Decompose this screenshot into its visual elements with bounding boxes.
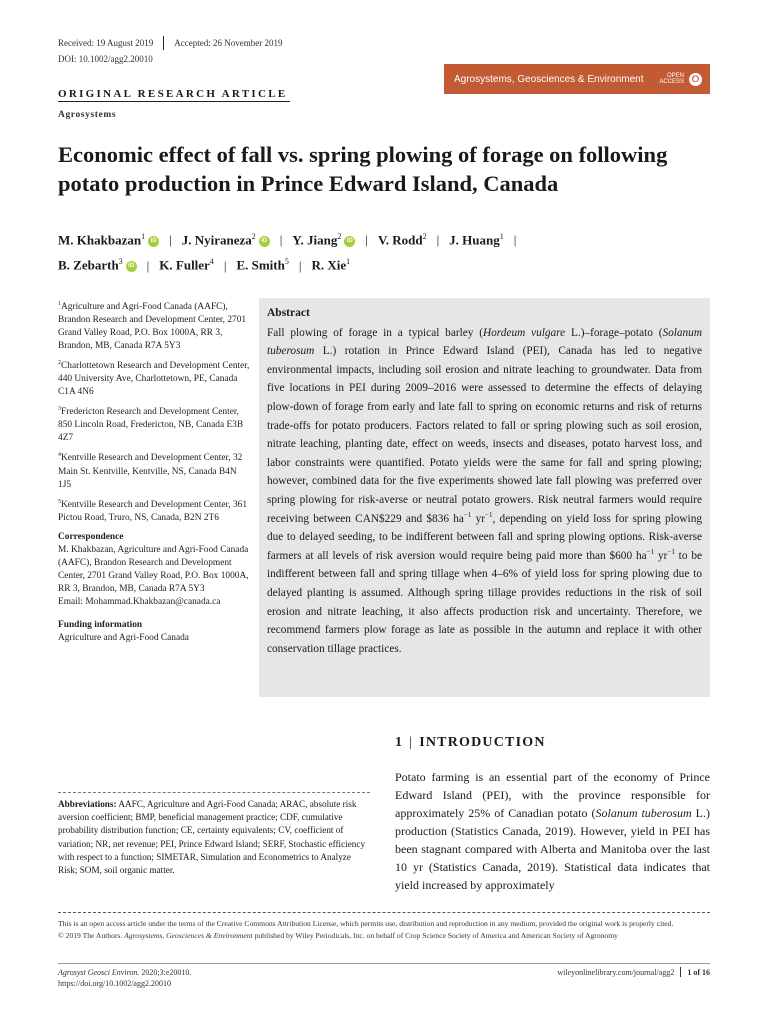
divider [58,963,710,964]
orcid-icon[interactable]: iD [126,261,137,272]
orcid-icon[interactable]: iD [259,236,270,247]
author[interactable]: J. Nyiraneza$^2$ iD [182,226,270,251]
article-title: Economic effect of fall vs. spring plowing of forage on following potato production in Prince Edward Island, Canada [58,142,668,196]
funding-text: Agriculture and Agri-Food Canada [58,632,189,643]
page-info [520,967,710,977]
author-list: M. Khakbazan$^1$ iD | J. Nyiraneza$^2$ iD | Y. Jiang$^2$ iD | V. Rodd$^2$ | J. Huang$^1$ | B. Zebarth$^3$ iD | K. Fuller$^4$ | E. Smith$^5$ | R. Xie$^1$ [58,226,738,277]
affiliation: $^3$Fredericton Research and Development Center, 850 Lincoln Road, Fredericton, NB, Canada E3B 4Z7 [58,406,244,444]
page-number: 1 of 16 [687,967,710,977]
affiliations [58,298,250,645]
citation-url[interactable]: https://doi.org/10.1002/agg2.20010 [58,979,171,988]
funding-heading: Funding information [58,619,143,630]
received-date: Received: 19 August 2019 [58,38,154,48]
divider [58,101,290,102]
introduction-text: Potato farming is an essential part of the economy of Prince Edward Island (PEI), with the province responsible for approximately 25% of Canadian potato (Solanum tuberosum L.) production (Statistics Canada, 2019). However, yield in PEI has been stagnant compared with Alberta and Manitoba over the last 10 yr (Statistics Canada, 2019). Statistical data indicates that yield increased by approximately [395,770,711,892]
abstract-box [259,298,710,697]
citation: Agrosyst Geosci Environ. 2020;3:e20010. https://doi.org/10.1002/agg2.20010 [58,968,192,988]
correspondence-email[interactable]: Email: Mohammad.Khakbazan@canada.ca [58,596,221,607]
affiliation: $^1$Agriculture and Agri-Food Canada (AAFC), Brandon Research and Development Center, 2701 Grand Valley Road, P.O. Box 1000A, RR 3, Brandon, MB, Canada R7A 5Y3 [58,301,247,352]
accepted-date: Accepted: 26 November 2019 [174,38,283,48]
license-notice [58,918,710,942]
open-access-badge: OPEN ACCESS ⭘ [659,73,702,86]
journal-name: Agrosystems, Geosciences & Environment [454,73,644,85]
author[interactable]: E. Smith$^5$ [236,257,289,273]
subject-category: Agrosystems [58,110,117,120]
author[interactable]: R. Xie$^1$ [311,257,351,273]
affiliation: $^4$Kentville Research and Development Center, 32 Main St. Kentville, Kentville, NS, Canada B4N 1J5 [58,452,243,490]
divider [163,36,164,50]
author[interactable]: Y. Jiang$^2$ iD [292,226,355,251]
copyright-text: © 2019 The Authors. Agrosystems, Geosciences & Environment published by Wiley Periodicals, Inc. on behalf of Crop Science Society of America and American Society of Agronomy [58,931,618,940]
author[interactable]: J. Huang$^1$ [449,232,504,248]
affiliation: $^5$Kentville Research and Development Center, 361 Pictou Road, Truro, NS, Canada, B2N 2T6 [58,498,248,523]
orcid-icon[interactable]: iD [148,236,159,247]
author[interactable]: M. Khakbazan$^1$ iD [58,226,159,251]
article-type: ORIGINAL RESEARCH ARTICLE [58,88,288,100]
correspondence-text: M. Khakbazan, Agriculture and Agri-Food Canada (AAFC), Brandon Research and Development Center, 2701 Grand Valley Road, P.O. Box 1000A, RR 3, Brandon, MB, Canada R7A 5Y3 [58,544,249,594]
abstract-heading: Abstract [267,307,310,319]
correspondence-heading: Correspondence [58,531,124,542]
doi[interactable]: DOI: 10.1002/agg2.20010 [58,54,153,64]
affiliation: $^2$Charlottetown Research and Development Center, 440 University Ave, Charlottetown, PE, Canada C1A 4N6 [58,360,250,398]
section-heading-introduction: 1 | INTRODUCTION [395,735,546,750]
author[interactable]: V. Rodd$^2$ [378,232,427,248]
journal-website[interactable]: wileyonlinelibrary.com/journal/agg2 [557,967,675,977]
divider [680,967,681,977]
article-dates [58,36,282,50]
orcid-icon[interactable]: iD [344,236,355,247]
abstract-text: Fall plowing of forage in a typical barley (Hordeum vulgare L.)–forage–potato (Solanum tuberosum L.) rotation in Prince Edward Island (PEI), Canada has led to negative environmental impacts, including soil erosion and nitrate leaching to groundwater. Data from five locations in PEI during 2009–2016 were assessed to determine the effects of delaying plow-down of forage from early and late fall to spring on economic returns and risk of returns trade-offs for potato producers. Factors related to fall or spring plowing such as soil erosion, nitrate leaching, planting date, effect on weeds, insects and diseases, potato harvest loss, and labor constraints were quantified. Potato yields were the same for fall and spring plowing; however, combined data for the five experiments showed late fall plowing was preferred over spring plowing for risk-averse or neutral potato growers. Risk neutral farmers would require receiving between CAN$229 and $836 $ha^{-1}$ $yr^{-1}$, depending on yield loss for spring plowing due to delayed seeding, to be indifferent between fall and spring plowing options. Risk-averse farmers at all levels of risk aversion would require being paid more than $600 $ha^{-1}$ $yr^{-1}$ to be indifferent between fall and spring tillage when 4–6% of yield loss for spring plowing due to delayed planting is assumed. Although spring tillage provides reductions in the risk of soil erosion and nitrate leaching, it also affects production risk and uncertainty. Therefore, we recommend farmers plow forage as late as possible in the autumn and replace it with other conservation tillage practices. [267,326,702,655]
journal-banner[interactable] [444,64,710,94]
abbreviations: Abbreviations: AAFC, Agriculture and Agri-Food Canada; ARAC, absolute risk aversion coefficient; BMP, beneficial management practice; CDF, cumulative probability distribution function; CE, certainty equivalents; CV, coefficient of variation; NR, net revenue; PEI, Prince Edward Island; SERF, Stochastic efficiency with respect to a function; SIMETAR, Simulation and Econometrics to Analyze Risk; SOM, soil organic matter. [58,799,366,876]
author[interactable]: B. Zebarth$^3$ iD [58,251,137,276]
author[interactable]: K. Fuller$^4$ [159,257,214,273]
license-text: This is an open access article under the terms of the Creative Commons Attribution License, which permits use, distribution and reproduction in any medium, provided the original work is properly cited. [58,919,674,928]
divider [58,912,710,913]
divider [58,792,370,793]
open-access-lock-icon: ⭘ [689,73,702,86]
